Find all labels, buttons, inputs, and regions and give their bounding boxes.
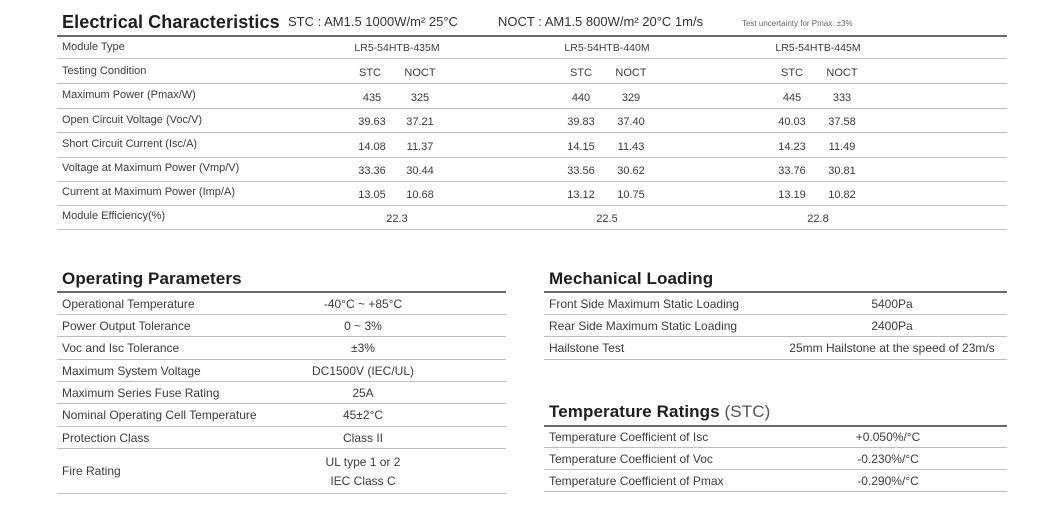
operating-row-label: Voc and Isc Tolerance: [62, 341, 180, 355]
temperature-row-label: Temperature Coefficient of Pmax: [549, 474, 724, 488]
vmp-label: Voltage at Maximum Power (Vmp/V): [62, 162, 240, 174]
value-cell: 33.76: [778, 165, 806, 177]
operating-row-label: Power Output Tolerance: [62, 319, 191, 333]
operating-top-rule: [57, 291, 506, 293]
row-divider: [544, 314, 1007, 315]
value-cell: 30.44: [406, 165, 434, 177]
value-cell: 329: [621, 92, 641, 104]
value-cell: 445: [782, 92, 802, 104]
value-cell: 11.49: [828, 141, 856, 153]
row-divider: [544, 469, 1007, 470]
operating-row-value: Class II: [342, 431, 384, 445]
value-cell: 33.56: [567, 165, 595, 177]
value-cell: 13.05: [358, 189, 386, 201]
fire-rating-value-line2: IEC Class C: [330, 474, 396, 488]
module-type-label: Module Type: [62, 41, 125, 53]
row-divider: [57, 157, 1007, 158]
row-divider: [544, 491, 1007, 492]
value-cell: 37.40: [617, 116, 645, 128]
value-cell: 13.12: [567, 189, 595, 201]
efficiency-value: 22.8: [807, 213, 829, 225]
operating-row-value: ±3%: [351, 341, 375, 355]
temperature-row-label: Temperature Coefficient of Isc: [549, 430, 709, 444]
value-cell: 39.83: [567, 116, 595, 128]
electrical-top-rule: [57, 35, 1007, 37]
temperature-title-suffix: (STC): [724, 402, 771, 421]
stc-header: STC: [781, 67, 803, 79]
mechanical-row-label: Front Side Maximum Static Loading: [549, 297, 740, 311]
row-divider: [57, 381, 506, 382]
fire-rating-label: Fire Rating: [62, 464, 121, 478]
value-cell: 39.63: [358, 116, 386, 128]
model-name: LR5-54HTB-445M: [775, 42, 861, 54]
row-divider: [57, 108, 1007, 109]
model-name: LR5-54HTB-440M: [564, 42, 650, 54]
row-divider: [57, 205, 1007, 206]
operating-row-value: 45±2°C: [342, 408, 384, 422]
noct-header: NOCT: [615, 67, 647, 79]
efficiency-value: 22.3: [386, 213, 408, 225]
row-divider: [57, 229, 1007, 230]
row-divider: [57, 493, 506, 494]
operating-row-value: 25A: [352, 386, 374, 400]
value-cell: 30.62: [617, 165, 645, 177]
noct-condition: NOCT : AM1.5 800W/m² 20°C 1m/s: [498, 14, 704, 29]
mechanical-title: Mechanical Loading: [549, 269, 714, 288]
row-divider: [57, 359, 506, 360]
operating-row-label: Maximum Series Fuse Rating: [62, 386, 220, 400]
temperature-row-value: -0.230%/°C: [857, 452, 919, 466]
voc-label: Open Circuit Voltage (Voc/V): [62, 114, 203, 126]
mechanical-top-rule: [544, 291, 1007, 293]
imp-label: Current at Maximum Power (Imp/A): [62, 186, 235, 198]
stc-condition: STC : AM1.5 1000W/m² 25°C: [288, 14, 458, 29]
value-cell: 10.75: [617, 189, 645, 201]
temperature-row-value: +0.050%/°C: [855, 430, 921, 444]
value-cell: 30.81: [828, 165, 856, 177]
operating-row-label: Maximum System Voltage: [62, 364, 201, 378]
value-cell: 13.19: [778, 189, 806, 201]
value-cell: 14.15: [567, 141, 595, 153]
value-cell: 14.23: [778, 141, 806, 153]
temperature-title-text: Temperature Ratings: [549, 402, 720, 421]
uncertainty-note: Test uncertainty for Pmax: ±3%: [742, 19, 853, 28]
value-cell: 37.58: [828, 116, 856, 128]
value-cell: 325: [410, 92, 430, 104]
value-cell: 333: [832, 92, 852, 104]
row-divider: [57, 314, 506, 315]
mechanical-row-value: 2400Pa: [871, 319, 913, 333]
value-cell: 435: [362, 92, 382, 104]
value-cell: 14.08: [358, 141, 386, 153]
testing-condition-label: Testing Condition: [62, 65, 147, 77]
mechanical-row-value: 25mm Hailstone at the speed of 23m/s: [789, 341, 995, 355]
value-cell: 11.43: [617, 141, 645, 153]
row-divider: [57, 181, 1007, 182]
stc-header: STC: [359, 67, 381, 79]
temperature-title: [549, 402, 770, 422]
value-cell: 33.36: [358, 165, 386, 177]
operating-row-label: Nominal Operating Cell Temperature: [62, 408, 257, 422]
max-power-label: Maximum Power (Pmax/W): [62, 89, 196, 101]
value-cell: 10.68: [406, 189, 434, 201]
row-divider: [57, 83, 1007, 84]
row-divider: [544, 359, 1007, 360]
operating-row-label: Operational Temperature: [62, 297, 195, 311]
noct-header: NOCT: [826, 67, 858, 79]
value-cell: 11.37: [406, 141, 434, 153]
row-divider: [544, 447, 1007, 448]
operating-row-value: DC1500V (IEC/UL): [311, 364, 415, 378]
operating-row-value: -40°C ~ +85°C: [323, 297, 403, 311]
row-divider: [57, 403, 506, 404]
stc-header: STC: [570, 67, 592, 79]
row-divider: [544, 336, 1007, 337]
value-cell: 40.03: [778, 116, 806, 128]
operating-row-value: 0 ~ 3%: [344, 319, 382, 333]
operating-title: Operating Parameters: [62, 269, 242, 288]
row-divider: [57, 448, 506, 449]
model-name: LR5-54HTB-435M: [354, 42, 440, 54]
mechanical-row-label: Hailstone Test: [549, 341, 625, 355]
temperature-top-rule: [544, 425, 1007, 427]
temperature-row-value: -0.290%/°C: [857, 474, 919, 488]
electrical-title: Electrical Characteristics: [62, 12, 280, 32]
value-cell: 37.21: [406, 116, 434, 128]
row-divider: [57, 426, 506, 427]
isc-label: Short Circuit Current (Isc/A): [62, 138, 198, 150]
value-cell: 10.82: [828, 189, 856, 201]
efficiency-value: 22.5: [596, 213, 618, 225]
row-divider: [57, 58, 1007, 59]
fire-rating-value-line1: UL type 1 or 2: [325, 455, 401, 469]
mechanical-row-value: 5400Pa: [871, 297, 913, 311]
mechanical-row-label: Rear Side Maximum Static Loading: [549, 319, 738, 333]
row-divider: [57, 336, 506, 337]
temperature-row-label: Temperature Coefficient of Voc: [549, 452, 713, 466]
noct-header: NOCT: [404, 67, 436, 79]
value-cell: 440: [571, 92, 591, 104]
row-divider: [57, 132, 1007, 133]
operating-row-label: Protection Class: [62, 431, 150, 445]
efficiency-label: Module Efficiency(%): [62, 210, 166, 222]
